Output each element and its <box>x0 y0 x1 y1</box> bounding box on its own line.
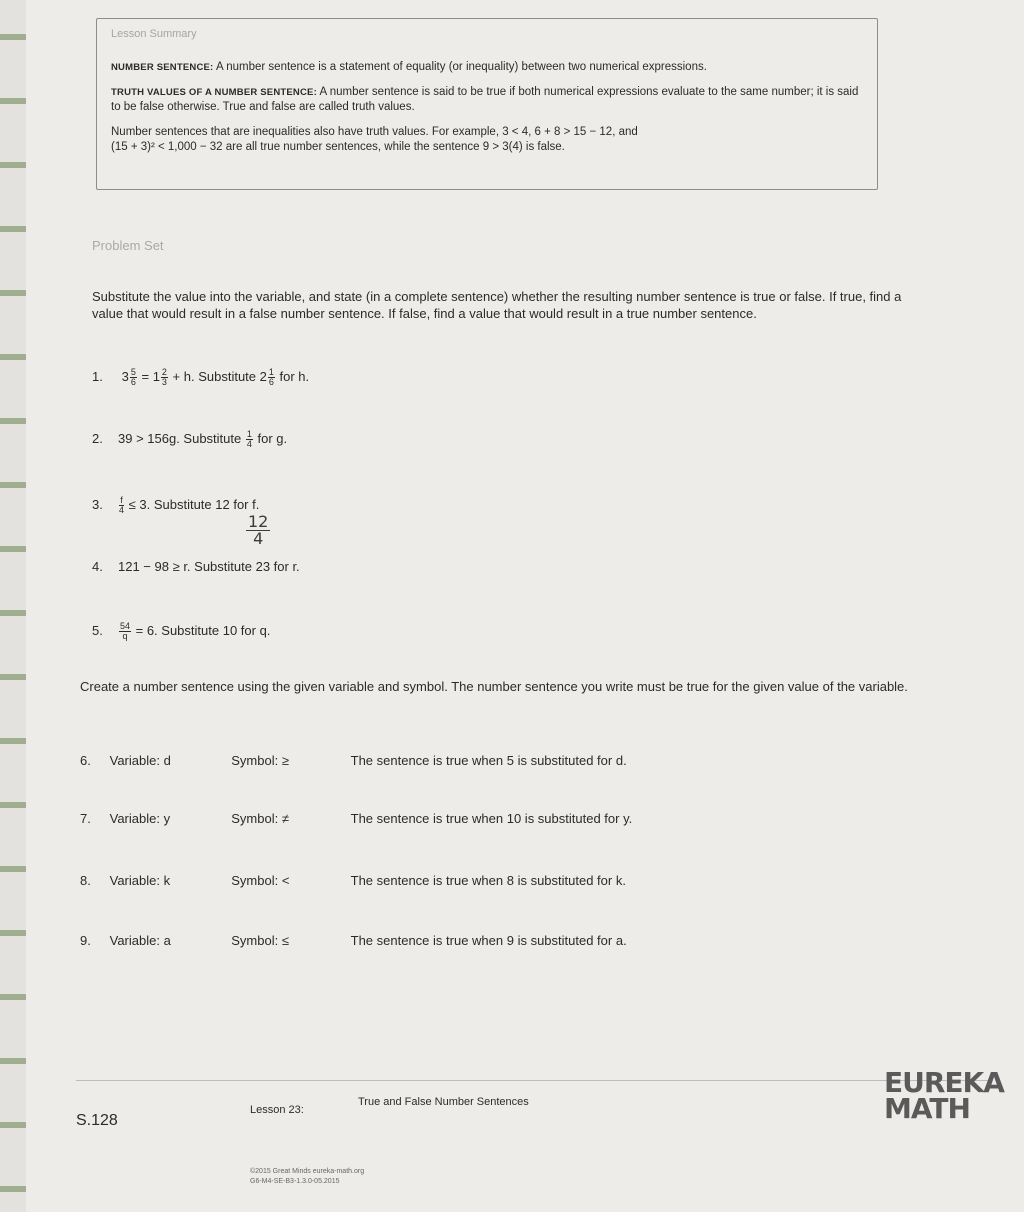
numerator: 5 <box>130 367 136 378</box>
p5-text: = 6. Substitute 10 for q. <box>132 623 271 638</box>
truth-values-definition <box>111 85 863 115</box>
create-item-9 <box>80 932 627 950</box>
lesson-summary-box <box>96 18 878 190</box>
problem-2 <box>92 430 287 449</box>
p1-fraction-1 <box>130 368 137 387</box>
problem-1 <box>92 368 309 387</box>
problem-5 <box>92 622 270 641</box>
item-variable: Variable: a <box>109 933 171 948</box>
item-number: 8. <box>80 873 91 888</box>
numerator: 2 <box>161 367 167 378</box>
create-instructions: Create a number sentence using the given variable and symbol. The number sentence you write must be true for the given value of the variable. <box>80 679 908 694</box>
lesson-summary-title: Lesson Summary <box>111 28 197 40</box>
problem-3 <box>92 496 259 515</box>
problem-number: 2. <box>92 431 103 446</box>
binder-edge <box>0 0 26 1212</box>
handwritten-fraction <box>246 514 270 547</box>
logo-line-1: EUREKA <box>884 1066 1004 1099</box>
inequality-note <box>111 125 863 155</box>
p1-text: + h. Substitute 2 <box>168 369 267 384</box>
numerator: 54 <box>120 621 131 632</box>
term-number-sentence: NUMBER SENTENCE: <box>111 62 214 73</box>
item-symbol: Symbol: < <box>231 873 290 888</box>
item-variable: Variable: k <box>109 873 171 888</box>
number-sentence-definition <box>111 60 863 75</box>
p1-whole-1: 3 <box>121 369 129 384</box>
p2-fraction <box>246 430 253 449</box>
item-description: The sentence is true when 5 is substituted for d. <box>350 753 627 768</box>
problem-number: 5. <box>92 623 103 638</box>
page-number: S.128 <box>76 1112 118 1129</box>
def-number-sentence: A number sentence is a statement of equality (or inequality) between two numerical expressions. <box>216 61 707 73</box>
p1-fraction-3 <box>268 368 275 387</box>
p5-fraction <box>119 622 131 641</box>
create-item-8 <box>80 872 626 890</box>
p1-end: for h. <box>275 369 310 384</box>
note-line-2: (15 + 3)² < 1,000 − 32 are all true number sentences, while the sentence 9 > 3(4) is false. <box>111 141 565 153</box>
problem-set-title: Problem Set <box>92 238 164 253</box>
denominator: 3 <box>161 377 167 388</box>
item-description: The sentence is true when 10 is substituted for y. <box>350 811 633 826</box>
denominator: 6 <box>268 377 274 388</box>
term-truth-values: TRUTH VALUES OF A NUMBER SENTENCE: <box>111 87 317 98</box>
numerator: f <box>120 495 123 506</box>
item-symbol: Symbol: ≤ <box>231 933 289 948</box>
create-item-7 <box>80 810 632 828</box>
def-truth-values: A number sentence is said to be true if both numerical expressions evaluate to the same number; it is said to be false otherwise. True and false are called truth values. <box>111 86 859 113</box>
lesson-label: Lesson 23: <box>250 1104 304 1116</box>
item-variable: Variable: y <box>109 811 171 826</box>
problem-4 <box>92 558 300 576</box>
eureka-math-logo <box>884 1066 1004 1125</box>
handwritten-denominator: 4 <box>253 529 264 548</box>
footer-divider <box>76 1080 992 1081</box>
denominator: q <box>122 631 128 642</box>
item-description: The sentence is true when 9 is substituted for a. <box>350 933 627 948</box>
item-number: 9. <box>80 933 91 948</box>
p3-text: ≤ 3. Substitute 12 for f. <box>125 497 260 512</box>
handwritten-numerator: 12 <box>248 512 269 531</box>
create-item-6 <box>80 752 627 770</box>
p4-text: 121 − 98 ≥ r. Substitute 23 for r. <box>118 559 300 574</box>
document-code: G6-M4-SE-B3-1.3.0-05.2015 <box>250 1178 340 1185</box>
numerator: 1 <box>268 367 274 378</box>
item-variable: Variable: d <box>109 753 171 768</box>
p1-fraction-2 <box>161 368 168 387</box>
logo-line-2: MATH <box>884 1092 970 1125</box>
problem-number: 3. <box>92 497 103 512</box>
note-line-1: Number sentences that are inequalities also have truth values. For example, 3 < 4, 6 + 8 > 15 − 12, and <box>111 126 638 138</box>
denominator: 4 <box>246 439 252 450</box>
p2-text: 39 > 156g. Substitute <box>118 431 245 446</box>
numerator: 1 <box>246 429 252 440</box>
item-number: 6. <box>80 753 91 768</box>
item-description: The sentence is true when 8 is substituted for k. <box>350 873 626 888</box>
problem-number: 1. <box>92 369 103 384</box>
p1-whole-2: = 1 <box>137 369 160 384</box>
p2-end: for g. <box>253 431 288 446</box>
item-symbol: Symbol: ≥ <box>231 753 289 768</box>
substitute-instructions: Substitute the value into the variable, and state (in a complete sentence) whether the resulting number sentence is true or false. If true, find a value that would result in a false number sentence. If false, find a value that would result in a true number sentence. <box>92 289 902 321</box>
lesson-title: True and False Number Sentences <box>358 1096 529 1108</box>
copyright-text: ©2015 Great Minds eureka-math.org <box>250 1168 365 1175</box>
item-symbol: Symbol: ≠ <box>231 811 289 826</box>
p3-fraction <box>119 496 124 515</box>
problem-number: 4. <box>92 559 103 574</box>
denominator: 4 <box>119 505 125 516</box>
denominator: 6 <box>130 377 136 388</box>
item-number: 7. <box>80 811 91 826</box>
